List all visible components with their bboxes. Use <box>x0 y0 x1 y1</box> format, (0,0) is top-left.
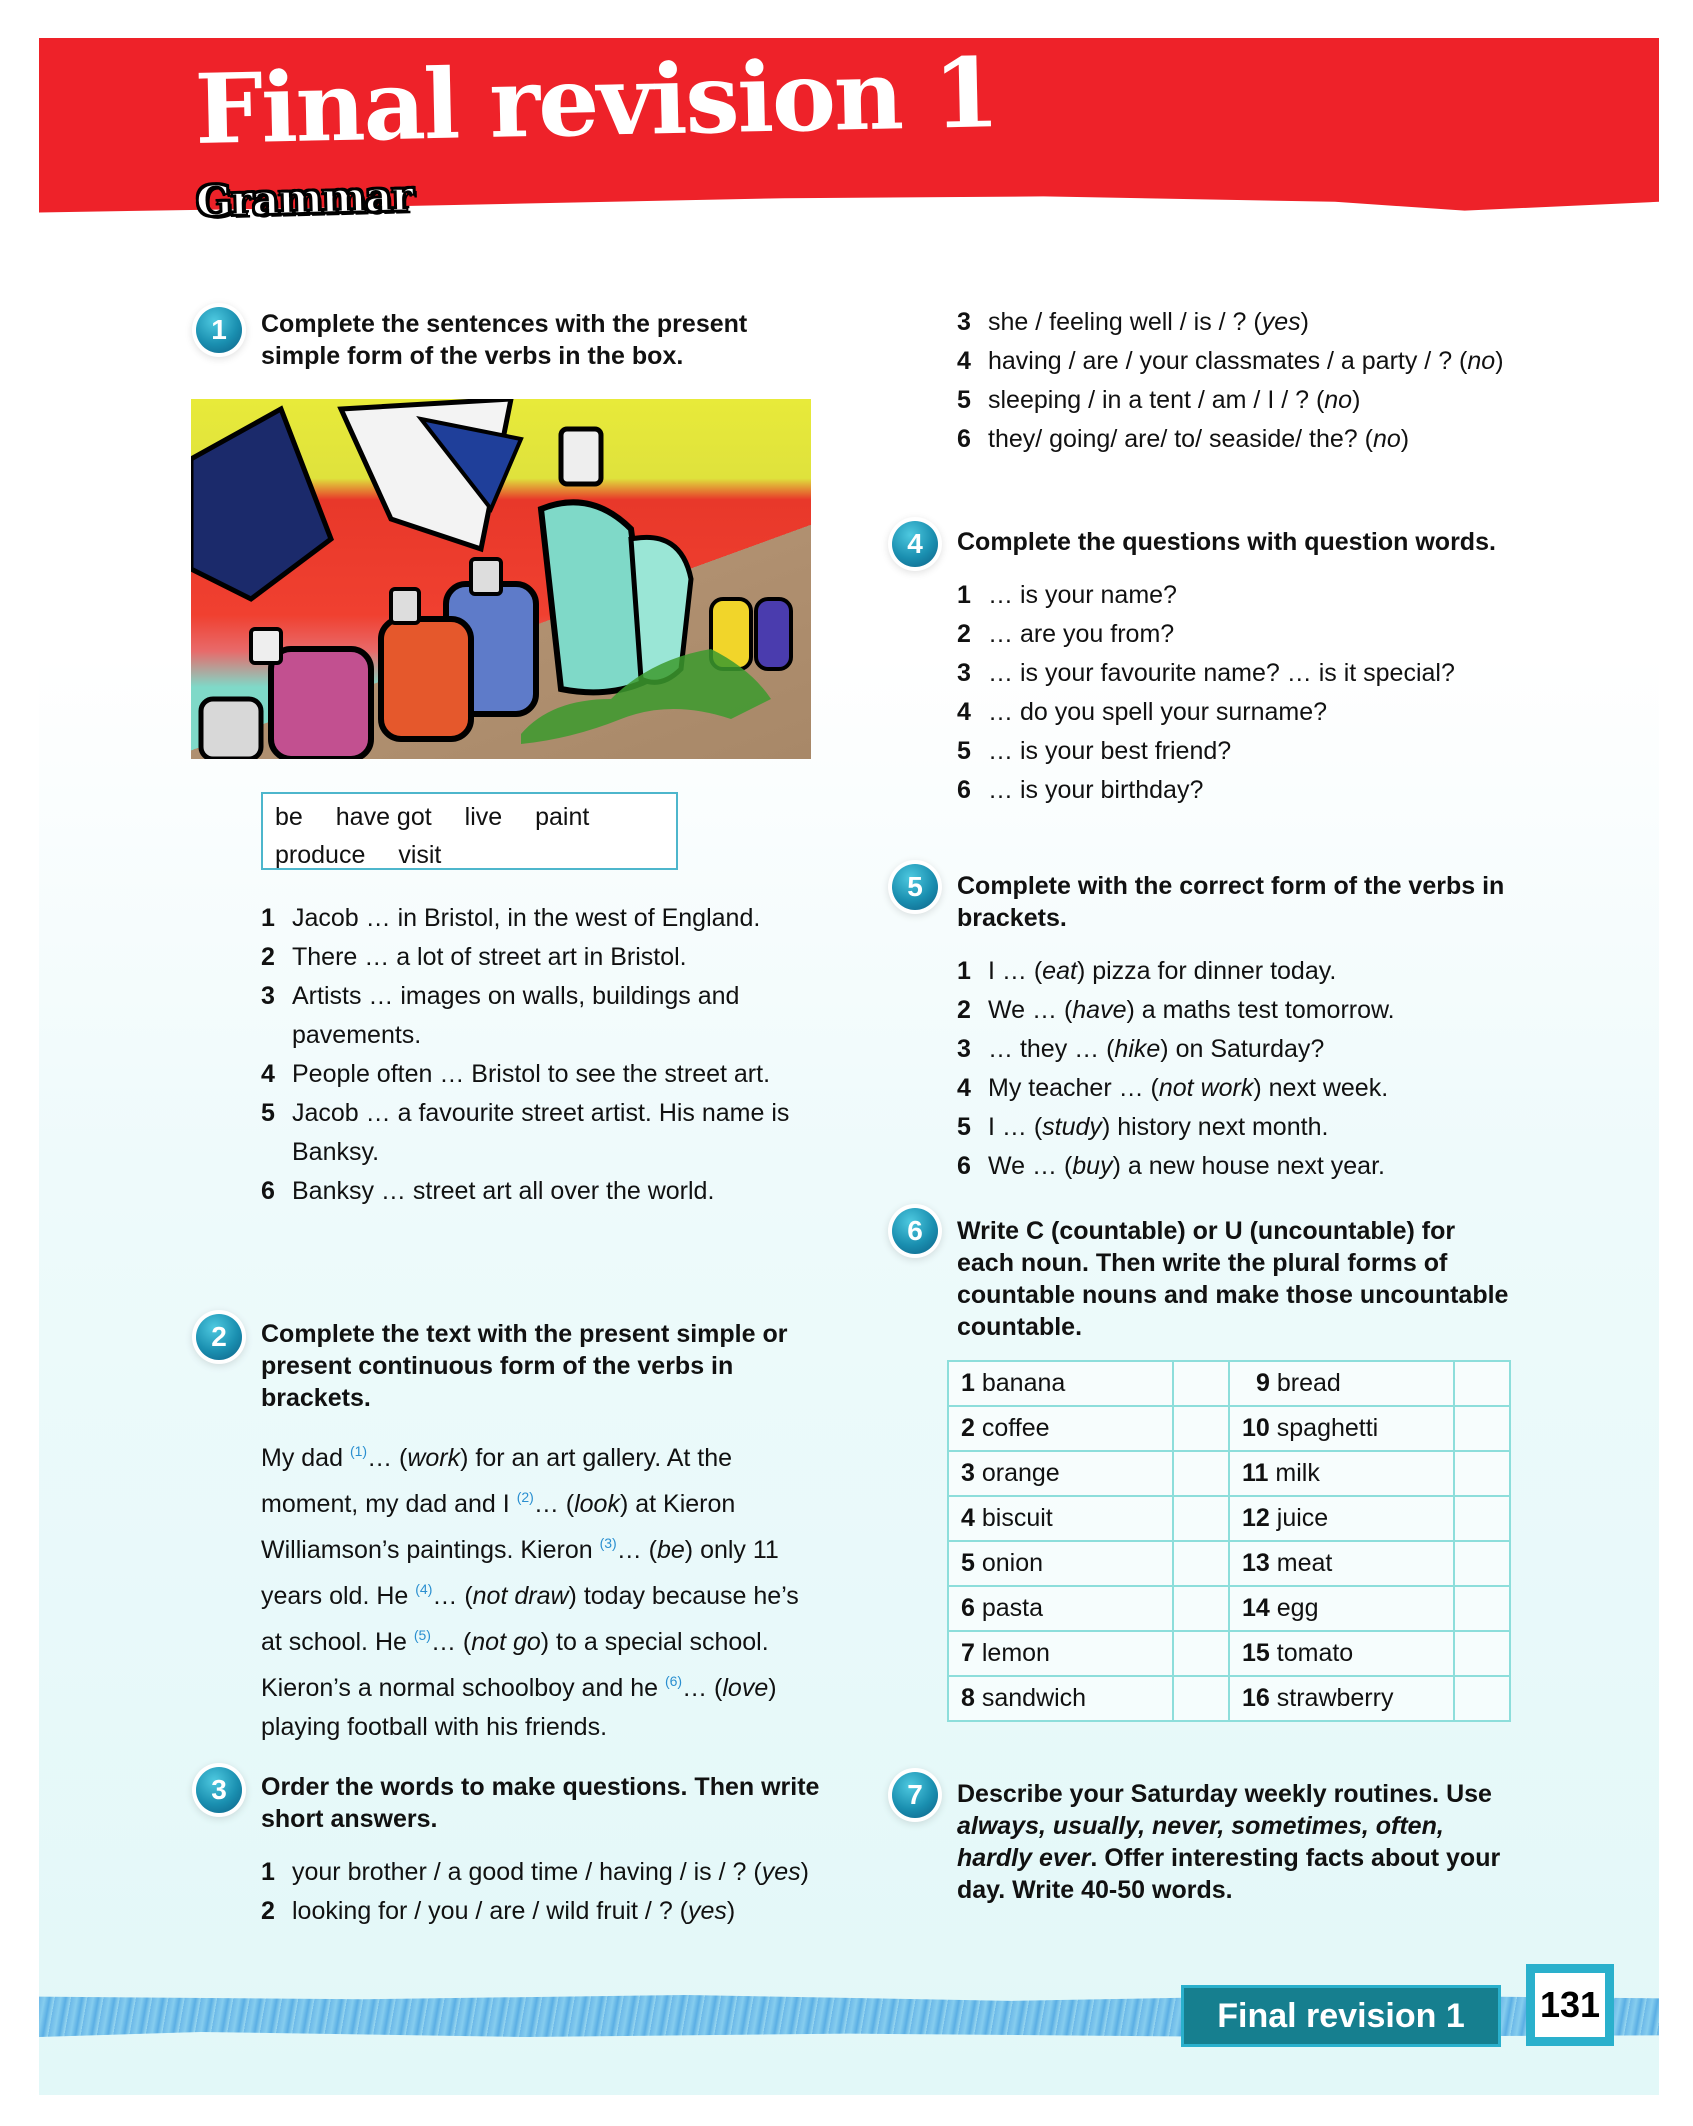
noun-cell: 15 tomato <box>1229 1631 1454 1676</box>
noun-cell: 6 pasta <box>948 1586 1173 1631</box>
exercise-3-continued <box>957 303 1527 459</box>
list-item: 2 There … a lot of street art in Bristol. <box>261 943 687 971</box>
answer-cell[interactable] <box>1454 1361 1510 1406</box>
list-item: 1 I … (eat) pizza for dinner today. <box>957 957 1337 985</box>
exercise-number-badge: 2 <box>196 1314 242 1360</box>
answer-cell[interactable] <box>1173 1406 1229 1451</box>
passage-text: ) for an art gallery. At the moment, my dad and I <box>261 1444 733 1518</box>
noun-cell: 5 onion <box>948 1541 1173 1586</box>
list-item: 3 Artists … images on walls, buildings and pavements. <box>261 982 740 1049</box>
passage-text: ) only 11 years old. He <box>261 1536 779 1610</box>
exercise-3-list-part2 <box>957 303 1527 459</box>
noun-table <box>947 1360 1511 1722</box>
passage-text: … ( <box>533 1490 575 1518</box>
exercise-number-badge: 4 <box>892 521 938 567</box>
passage-text: … ( <box>616 1536 657 1564</box>
verb-prompt: work <box>407 1444 461 1472</box>
answer-cell[interactable] <box>1173 1541 1229 1586</box>
exercise-number-badge: 7 <box>892 1772 938 1818</box>
answer-cell[interactable] <box>1454 1541 1510 1586</box>
exercise-2 <box>261 1318 821 1747</box>
passage-text: ) to a special school. Kieron’s a normal schoolboy and he <box>261 1628 769 1702</box>
word-box-item: visit <box>398 841 442 869</box>
noun-cell: 3 orange <box>948 1451 1173 1496</box>
answer-cell[interactable] <box>1454 1496 1510 1541</box>
gap-number: (1) <box>349 1443 368 1459</box>
list-item: 5 sleeping / in a tent / am / I / ? (no) <box>957 386 1361 414</box>
exercise-4 <box>957 526 1517 810</box>
exercise-instruction: Complete the questions with question words. <box>957 528 1496 556</box>
graffiti-image <box>191 399 811 759</box>
exercise-3-list-part1 <box>261 1853 821 1931</box>
exercise-6 <box>957 1215 1517 1343</box>
exercise-5-list <box>957 952 1517 1186</box>
list-item: 3 she / feeling well / is / ? (yes) <box>957 308 1309 336</box>
table-row <box>948 1676 1510 1721</box>
section-subtitle: Grammar <box>195 171 414 226</box>
noun-cell: 2 coffee <box>948 1406 1173 1451</box>
gap-number: (3) <box>599 1535 617 1551</box>
list-item: 4 People often … Bristol to see the street art. <box>261 1060 771 1088</box>
passage-text: … ( <box>682 1674 723 1702</box>
exercise-1 <box>261 308 821 372</box>
verb-prompt: not go <box>471 1628 541 1656</box>
exercise-3 <box>261 1771 821 1931</box>
table-row <box>948 1496 1510 1541</box>
word-box-item: paint <box>535 803 590 831</box>
gap-number: (5) <box>413 1627 431 1643</box>
list-item: 6 they/ going/ are/ to/ seaside/ the? (no) <box>957 425 1410 453</box>
list-item: 5 I … (study) history next month. <box>957 1113 1329 1141</box>
exercise-1-items <box>261 899 801 1211</box>
answer-cell[interactable] <box>1454 1451 1510 1496</box>
table-row <box>948 1631 1510 1676</box>
word-box-item: produce <box>275 841 366 869</box>
exercise-5 <box>957 870 1517 1186</box>
noun-cell: 4 biscuit <box>948 1496 1173 1541</box>
list-item: 5 … is your best friend? <box>957 737 1232 765</box>
gap-number: (2) <box>516 1489 534 1505</box>
list-item: 6 … is your birthday? <box>957 776 1204 804</box>
exercise-instruction: Order the words to make questions. Then write short answers. <box>261 1773 820 1833</box>
exercise-1-list <box>261 899 801 1211</box>
page-number: 131 <box>1526 1964 1614 2046</box>
word-box-item: live <box>464 803 503 831</box>
answer-cell[interactable] <box>1173 1631 1229 1676</box>
exercise-number-badge: 1 <box>196 307 242 353</box>
list-item: 1 Jacob … in Bristol, in the west of England. <box>261 904 761 932</box>
exercise-number-badge: 6 <box>892 1208 938 1254</box>
list-item: 4 My teacher … (not work) next week. <box>957 1074 1389 1102</box>
answer-cell[interactable] <box>1173 1586 1229 1631</box>
list-item: 1 your brother / a good time / having / is / ? (yes) <box>261 1858 809 1886</box>
page-title: Final revision 1 <box>193 36 999 166</box>
noun-cell: 1 banana <box>948 1361 1173 1406</box>
noun-cell: 10 spaghetti <box>1229 1406 1454 1451</box>
exercise-instruction: Complete with the correct form of the verbs in brackets. <box>957 872 1505 932</box>
word-box-item: be <box>275 803 303 831</box>
noun-cell: 11 milk <box>1229 1451 1454 1496</box>
answer-cell[interactable] <box>1454 1586 1510 1631</box>
passage-text: … ( <box>367 1444 408 1472</box>
list-item: 2 We … (have) a maths test tomorrow. <box>957 996 1395 1024</box>
answer-cell[interactable] <box>1454 1631 1510 1676</box>
gap-number: (6) <box>664 1673 683 1689</box>
word-box <box>261 792 678 870</box>
answer-cell[interactable] <box>1173 1361 1229 1406</box>
answer-cell[interactable] <box>1173 1676 1229 1721</box>
noun-cell: 7 lemon <box>948 1631 1173 1676</box>
passage-text: ) at Kieron Williamson’s paintings. Kieron <box>261 1490 736 1564</box>
verb-prompt: not draw <box>472 1582 569 1610</box>
verb-prompt: look <box>574 1490 620 1518</box>
list-item: 3 … is your favourite name? … is it special? <box>957 659 1455 687</box>
exercise-number-badge: 5 <box>892 864 938 910</box>
list-item: 6 We … (buy) a new house next year. <box>957 1152 1385 1180</box>
exercise-instruction: Complete the text with the present simple or present continuous form of the verbs in brackets. <box>261 1320 788 1412</box>
exercise-4-list <box>957 576 1517 810</box>
noun-cell: 12 juice <box>1229 1496 1454 1541</box>
passage-text: ) today because he’s at school. He <box>261 1582 799 1656</box>
table-row <box>948 1586 1510 1631</box>
noun-cell: 13 meat <box>1229 1541 1454 1586</box>
graffiti-art-icon <box>191 399 811 759</box>
passage-text: … ( <box>432 1582 473 1610</box>
noun-cell: 8 sandwich <box>948 1676 1173 1721</box>
verb-prompt: love <box>722 1674 769 1702</box>
footer-section-label: Final revision 1 <box>1181 1985 1501 2047</box>
exercise-7 <box>957 1778 1517 1906</box>
passage-text: … ( <box>430 1628 472 1656</box>
list-item: 4 having / are / your classmates / a party / ? (no) <box>957 347 1504 375</box>
table-row <box>948 1361 1510 1406</box>
list-item: 4 … do you spell your surname? <box>957 698 1328 726</box>
noun-cell: 14 egg <box>1229 1586 1454 1631</box>
exercise-2-passage <box>261 1432 821 1747</box>
list-item: 2 … are you from? <box>957 620 1175 648</box>
exercise-instruction: Write C (countable) or U (uncountable) for each noun. Then write the plural forms of countable nouns and make those uncountable countable. <box>957 1217 1509 1341</box>
table-row <box>948 1406 1510 1451</box>
answer-cell[interactable] <box>1454 1676 1510 1721</box>
list-item: 3 … they … (hike) on Saturday? <box>957 1035 1325 1063</box>
list-item: 6 Banksy … street art all over the world. <box>261 1177 715 1205</box>
exercise-number-badge: 3 <box>196 1767 242 1813</box>
passage-text: ) playing football with his friends. <box>261 1674 777 1741</box>
answer-cell[interactable] <box>1454 1406 1510 1451</box>
exercise-instruction: Complete the sentences with the present simple form of the verbs in the box. <box>261 310 748 370</box>
answer-cell[interactable] <box>1173 1451 1229 1496</box>
list-item: 1 … is your name? <box>957 581 1177 609</box>
word-box-item: have got <box>335 803 432 831</box>
passage-text: My dad <box>261 1444 350 1472</box>
answer-cell[interactable] <box>1173 1496 1229 1541</box>
noun-cell: 9 bread <box>1229 1361 1454 1406</box>
list-item: 5 Jacob … a favourite street artist. His name is Banksy. <box>261 1099 790 1166</box>
table-row <box>948 1451 1510 1496</box>
list-item: 2 looking for / you / are / wild fruit / ? (yes) <box>261 1897 736 1925</box>
table-row <box>948 1541 1510 1586</box>
verb-prompt: be <box>656 1536 685 1564</box>
gap-number: (4) <box>415 1581 433 1597</box>
noun-cell: 16 strawberry <box>1229 1676 1454 1721</box>
exercise-instruction: Describe your Saturday weekly routines. Use always, usually, never, sometimes, often, hardly ever. Offer interesting facts about your day. Write 40-50 words. <box>957 1780 1501 1904</box>
